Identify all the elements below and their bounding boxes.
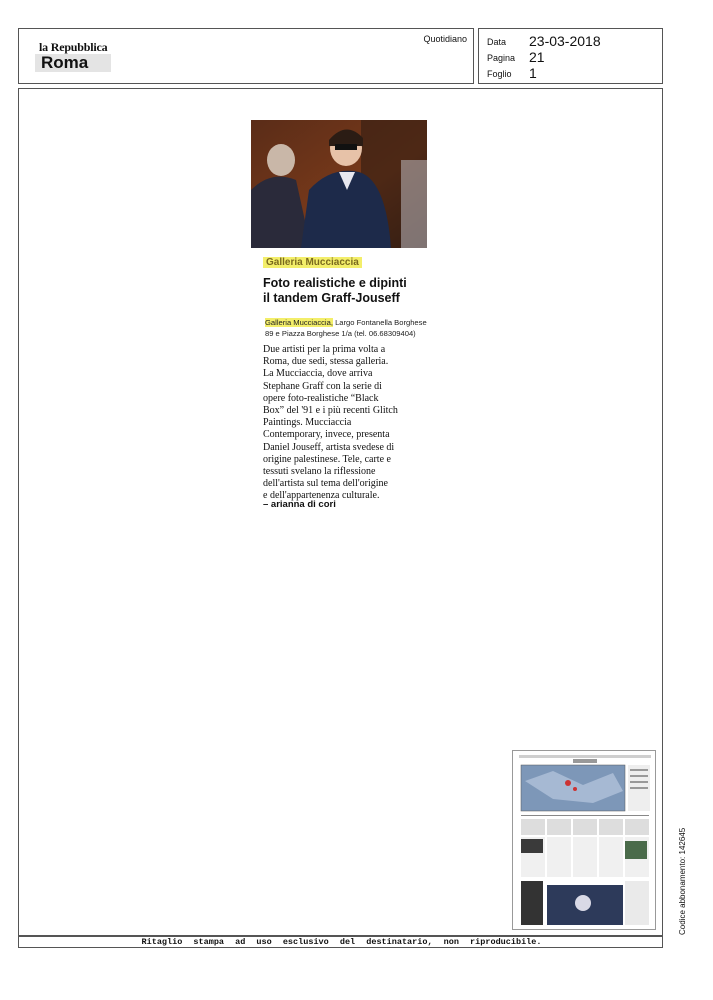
masthead-box — [18, 28, 474, 84]
body-line: e dell'appartenenza culturale. — [263, 490, 380, 502]
body-line: Box” del '91 e i più recenti Glitch — [263, 405, 398, 417]
body-line: tessuti svelano la riflessione — [263, 466, 376, 478]
date-value: 23-03-2018 — [529, 33, 601, 49]
meta-sheet-row — [487, 65, 657, 81]
sheet-label: Foglio — [487, 69, 512, 79]
venue-address — [265, 318, 450, 339]
page-label: Pagina — [487, 53, 516, 63]
footer-box — [18, 936, 663, 948]
meta-date-row — [487, 33, 657, 49]
publisher-logo: la Repubblica — [39, 40, 108, 54]
section-tag: Galleria Mucciaccia — [263, 257, 362, 268]
body-line: Roma, due sedi, stessa galleria. — [263, 356, 389, 368]
page-thumbnail — [512, 750, 656, 930]
body-line: Daniel Jouseff, artista svedese di — [263, 441, 395, 453]
footer-disclaimer: Ritaglio stampa ad uso esclusivo del destinatario, non riproducibile. — [141, 937, 542, 947]
photo-illustration — [251, 120, 427, 248]
address-line — [265, 318, 450, 329]
body-line: La Mucciaccia, dove arriva — [263, 368, 373, 380]
article-body — [263, 344, 448, 503]
address-line1-rest: Largo Fontanella Borghese — [332, 318, 427, 327]
date-label: Data — [487, 37, 507, 47]
body-line: Stephane Graff con la serie di — [263, 380, 382, 392]
edition-logo: Roma — [41, 53, 89, 72]
body-line: dell'artista sul tema dell'origine — [263, 478, 388, 490]
headline-line: Foto realistiche e dipinti — [263, 276, 407, 290]
body-line: Paintings. Mucciaccia — [263, 417, 352, 429]
body-line: Contemporary, invece, presenta — [263, 429, 390, 441]
sheet-value: 1 — [529, 65, 537, 81]
venue-name-highlight: Galleria Mucciaccia, — [265, 318, 333, 327]
page-value: 21 — [529, 49, 545, 65]
article-headline — [263, 276, 438, 306]
article-byline: – arianna di cori — [263, 499, 336, 510]
subscription-code: Codice abbonamento: 142645 — [678, 827, 687, 935]
headline-line: il tandem Graff-Jouseff — [263, 291, 400, 305]
meta-box — [478, 28, 663, 84]
body-line: opere foto-realistiche “Black — [263, 392, 379, 404]
body-line: origine palestinese. Tele, carte e — [263, 453, 391, 465]
address-line: 89 e Piazza Borghese 1/a (tel. 06.68309404) — [265, 328, 416, 338]
thumbnail-illustration — [513, 751, 656, 930]
body-line: Due artisti per la prima volta a — [263, 344, 386, 355]
article-photo — [251, 120, 427, 248]
meta-page-row — [487, 49, 657, 65]
publication-type: Quotidiano — [423, 34, 467, 44]
